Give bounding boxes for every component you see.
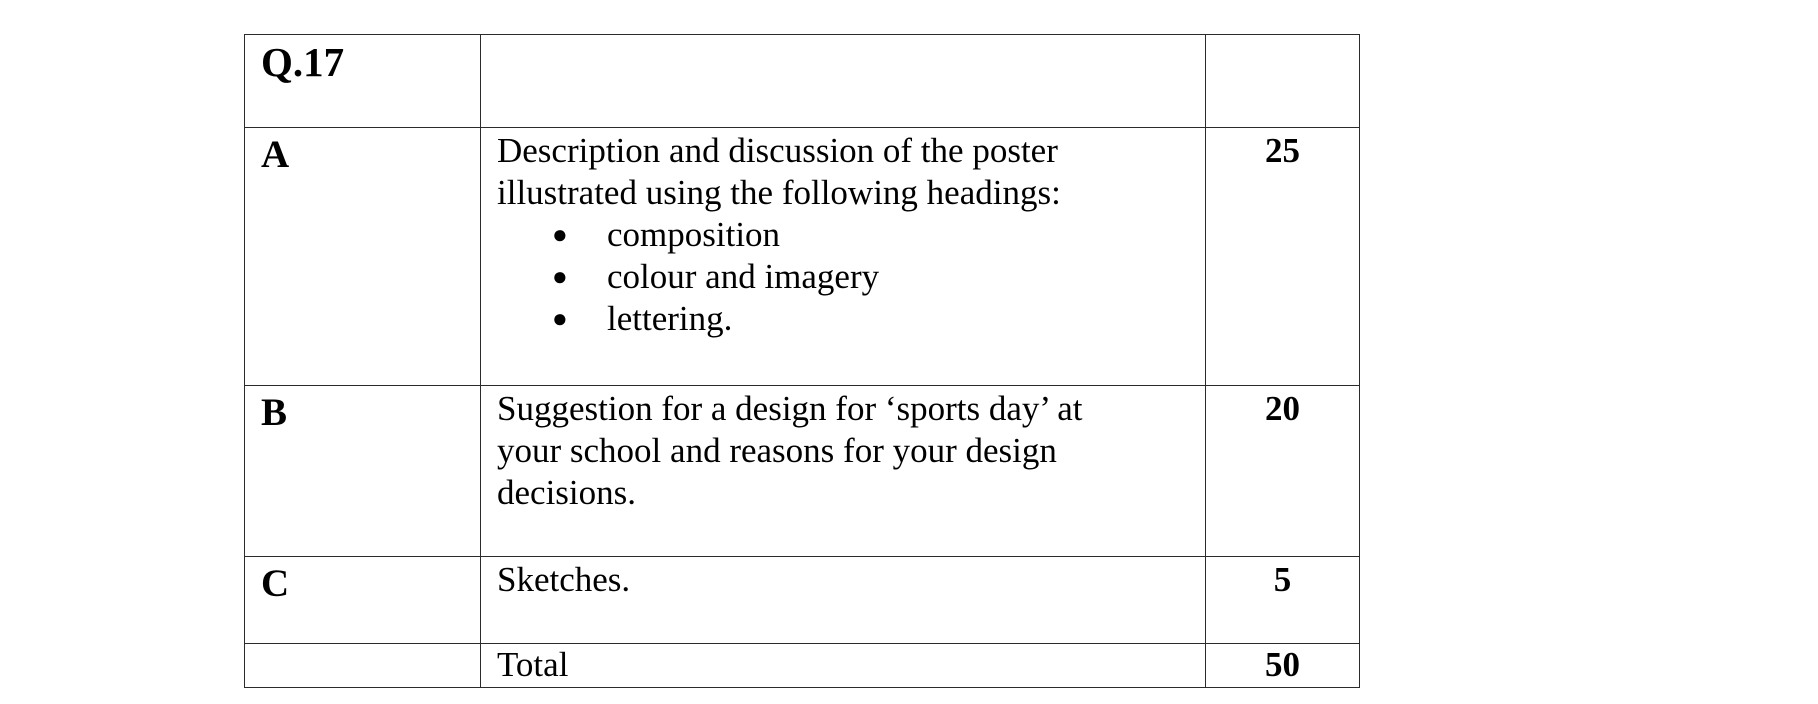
table-row-part-b (245, 386, 1360, 557)
table-row-part-c (245, 557, 1360, 644)
part-cell (245, 557, 481, 644)
mark-value: 5 (1273, 560, 1292, 599)
list-item-label: lettering. (607, 299, 733, 338)
part-cell (245, 128, 481, 386)
list-item-label: composition (607, 215, 781, 254)
part-cell (245, 386, 481, 557)
total-mark-cell (1206, 644, 1360, 688)
part-label: A (261, 133, 290, 176)
description-cell (481, 557, 1206, 644)
header-mark-cell (1206, 35, 1360, 128)
header-desc-cell (481, 35, 1206, 128)
list-item (552, 298, 1189, 340)
table-row-total (245, 644, 1360, 688)
headings-list (497, 214, 1189, 340)
list-item (552, 256, 1189, 298)
mark-cell (1206, 386, 1360, 557)
mark-cell (1206, 557, 1360, 644)
total-empty-cell (245, 644, 481, 688)
mark-value: 25 (1265, 131, 1300, 170)
part-b-description (481, 386, 1205, 514)
mark-cell (1206, 128, 1360, 386)
list-item (552, 214, 1189, 256)
part-label: B (261, 391, 288, 434)
description-line: your school and reasons for your design (497, 431, 1057, 470)
question-cell (245, 35, 481, 128)
bullet-icon: ● (552, 220, 568, 249)
description-line: Description and discussion of the poster (497, 131, 1058, 170)
part-label: C (261, 562, 290, 605)
part-a-description (481, 128, 1205, 340)
part-c-description: Sketches. (497, 560, 631, 599)
table-row-part-a (245, 128, 1360, 386)
description-cell (481, 386, 1206, 557)
total-mark: 50 (1265, 645, 1300, 684)
mark-value: 20 (1265, 389, 1300, 428)
total-label-cell (481, 644, 1206, 688)
bullet-icon: ● (552, 262, 568, 291)
description-cell (481, 128, 1206, 386)
question-number: Q.17 (261, 39, 345, 85)
description-line: Suggestion for a design for ‘sports day’ at (497, 389, 1083, 428)
bullet-icon: ● (552, 304, 568, 333)
marking-scheme-table (244, 34, 1360, 688)
description-line: illustrated using the following headings: (497, 173, 1061, 212)
description-line: decisions. (497, 473, 637, 512)
total-label: Total (497, 645, 569, 684)
table-row-header (245, 35, 1360, 128)
list-item-label: colour and imagery (607, 257, 880, 296)
